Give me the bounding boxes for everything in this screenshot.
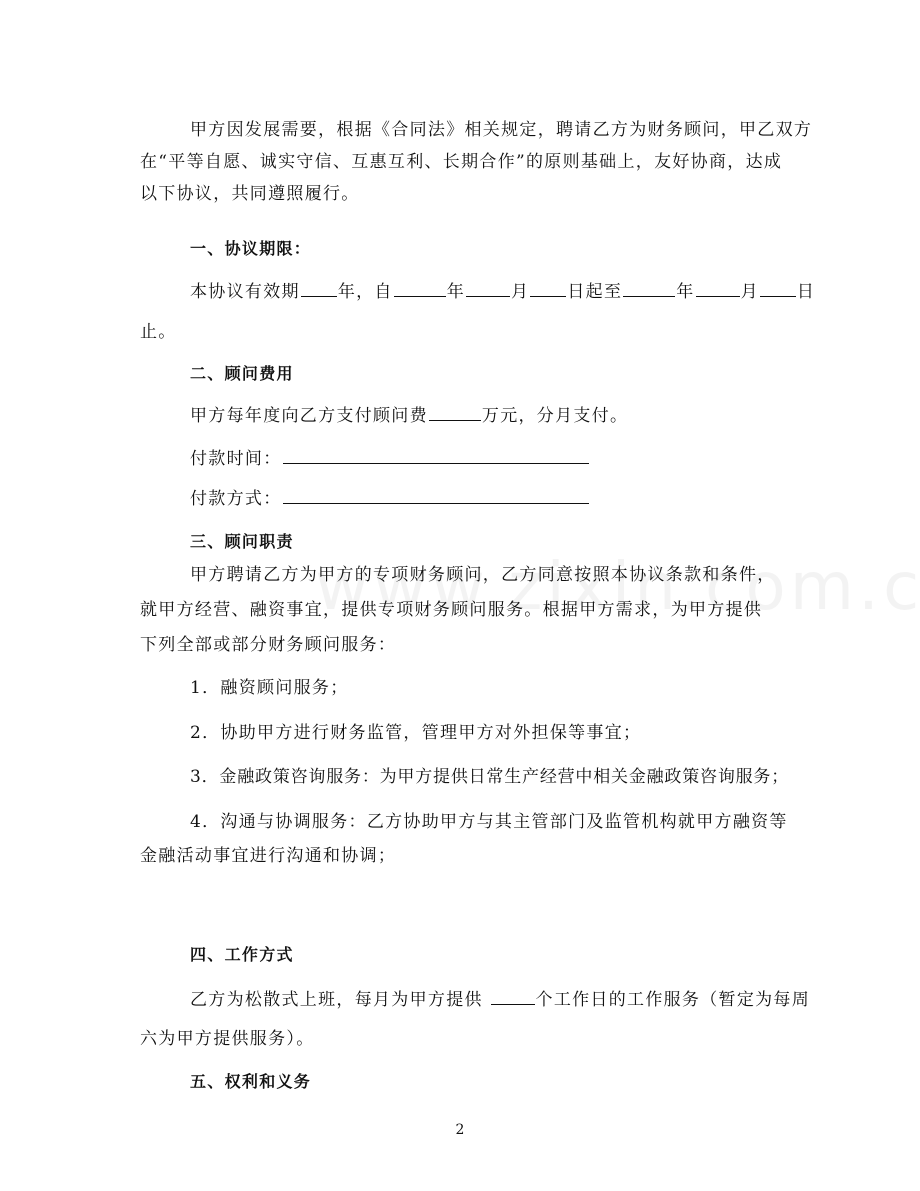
fee-text-1: 甲方每年度向乙方支付顾问费 [190,406,428,426]
duties-line-3: 下列全部或部分财务顾问服务： [140,635,397,655]
work-paragraph-end: 六为甲方提供服务）。 [140,1029,315,1049]
section-5-heading: 五、权利和义务 [190,1072,312,1091]
term-years-blank [301,280,337,297]
term-text-3: 年 [446,282,466,302]
section-4-heading: 四、工作方式 [190,945,294,964]
duty-item-1: 1．融资顾问服务； [190,678,349,698]
end-year-blank [623,280,675,297]
duty-item-2: 2．协助甲方进行财务监管，管理甲方对外担保等事宜； [190,723,642,743]
fee-text-2: 万元，分月支付。 [481,406,629,426]
work-paragraph [190,988,810,1012]
payment-method-label: 付款方式： [190,489,282,509]
payment-method-row [190,487,590,511]
fee-amount-blank [429,404,481,421]
payment-time-label: 付款时间： [190,449,282,469]
start-day-blank [530,280,566,297]
duty-item-4-line-1: 4．沟通与协调服务：乙方协助甲方与其主管部门及监管机构就甲方融资等 [190,812,788,832]
start-year-blank [394,280,446,297]
duties-line-1: 甲方聘请乙方为甲方的专项财务顾问，乙方同意按照本协议条款和条件， [190,565,776,585]
work-text-1: 乙方为松散式上班，每月为甲方提供 [190,990,490,1010]
watermark [315,548,920,625]
workdays-blank [491,988,535,1005]
duties-line-2: 就甲方经营、融资事宜，提供专项财务顾问服务。根据甲方需求，为甲方提供 [140,600,763,620]
payment-time-blank [283,447,589,464]
payment-method-blank [283,487,589,504]
end-day-blank [760,280,796,297]
start-month-blank [466,280,510,297]
duty-item-3: 3．金融政策咨询服务：为甲方提供日常生产经营中相关金融政策咨询服务； [190,767,790,787]
term-text-6: 年 [676,282,695,302]
intro-line-3: 以下协议，共同遵照履行。 [140,184,360,204]
section-2-heading: 二、顾问费用 [190,364,294,383]
section-1-heading: 一、协议期限： [190,239,312,258]
term-text-7: 月 [740,282,759,302]
work-text-2: 个工作日的工作服务（暂定为每周 [535,990,811,1010]
term-text-8: 日 [796,282,816,302]
term-text-1: 本协议有效期 [190,282,300,302]
intro-line-2: 在“平等自愿、诚实守信、互惠互利、长期合作”的原则基础上，友好协商，达成 [140,152,783,172]
payment-time-row [190,447,590,471]
duty-item-4-line-2: 金融活动事宜进行沟通和协调； [140,846,397,866]
intro-line-1: 甲方因发展需要，根据《合同法》相关规定，聘请乙方为财务顾问，甲乙双方 [190,120,813,140]
fee-paragraph [190,404,628,428]
term-text-4: 月 [511,282,530,302]
term-paragraph [190,280,815,304]
term-text-5: 日起至 [567,282,623,302]
term-text-2: 年，自 [337,282,393,302]
page-number: 2 [455,1122,465,1138]
section-3-heading: 三、顾问职责 [190,532,294,551]
end-month-blank [696,280,740,297]
term-paragraph-end: 止。 [140,322,177,342]
